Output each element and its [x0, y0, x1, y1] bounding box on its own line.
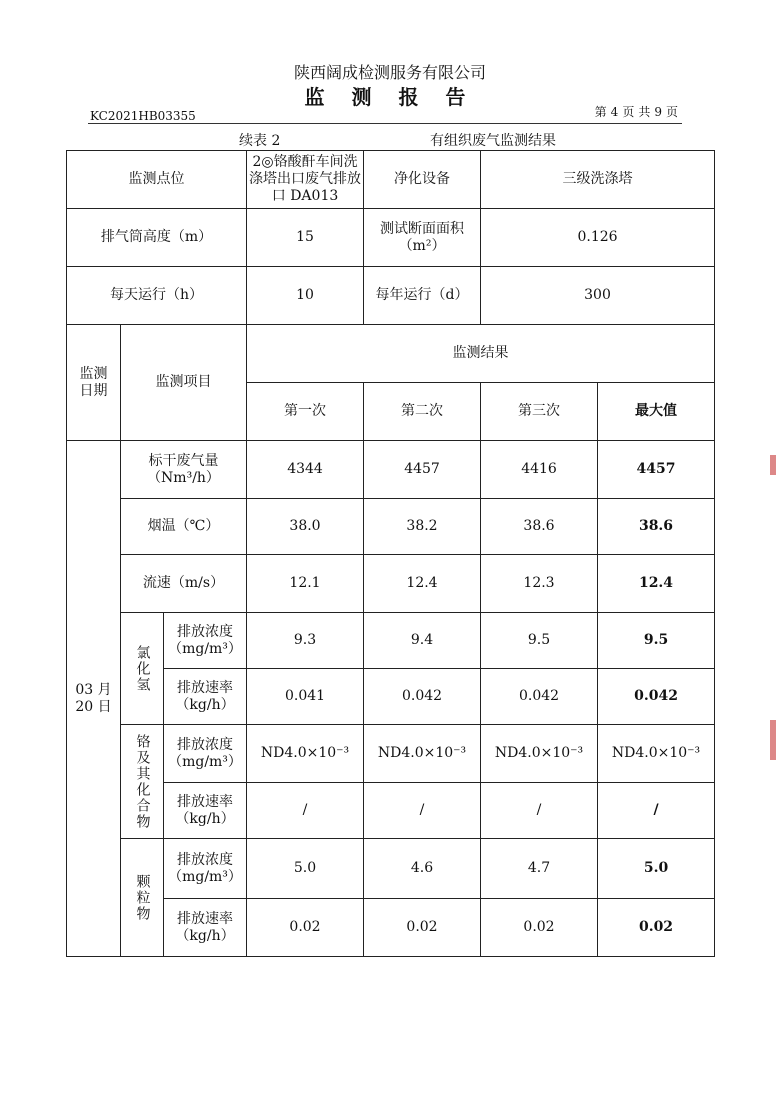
pm-rate-label: 排放速率（kg/h） [175, 910, 235, 944]
hcl-rate-label-cell [164, 669, 247, 725]
flow-label: 标干废气量（Nm³/h） [147, 452, 220, 486]
pm-group-label: 颗粒物 [134, 873, 151, 922]
temp-max: 38.6 [598, 499, 715, 555]
chrome-rate-max: / [598, 783, 715, 839]
table-continuation-label: 续表 2 [239, 133, 281, 149]
col-max: 最大值 [598, 383, 715, 441]
row-label [121, 441, 247, 499]
page-number [595, 103, 682, 120]
page-number-total: 9 [654, 105, 662, 119]
pm-group [121, 839, 164, 957]
hcl-rate-v3: 0.042 [481, 669, 598, 725]
page-number-part: 共 [638, 105, 651, 119]
hcl-conc-v1: 9.3 [247, 613, 364, 669]
flow-v1: 4344 [247, 441, 364, 499]
hcl-group [121, 613, 164, 725]
chrome-conc-max: ND4.0×10⁻³ [598, 725, 715, 783]
temp-v2: 38.2 [364, 499, 481, 555]
chrome-conc-v1: ND4.0×10⁻³ [247, 725, 364, 783]
pm-rate-v1: 0.02 [247, 899, 364, 957]
speed-label: 流速（m/s） [121, 555, 247, 613]
page-number-part: 页 [665, 105, 678, 119]
hcl-conc-label: 排放浓度（mg/m³） [168, 623, 242, 657]
yearly-run-label: 每年运行（d） [364, 267, 481, 325]
binding-edge-mark [770, 720, 776, 760]
binding-edge-mark [770, 455, 776, 475]
pm-conc-label-cell [164, 839, 247, 899]
stack-height-value: 15 [247, 209, 364, 267]
header-divider [88, 123, 682, 124]
daily-run-value: 10 [247, 267, 364, 325]
speed-max: 12.4 [598, 555, 715, 613]
hcl-conc-max: 9.5 [598, 613, 715, 669]
temp-v1: 38.0 [247, 499, 364, 555]
table-caption: 有组织废气监测结果 [430, 133, 556, 149]
chrome-rate-label: 排放速率（kg/h） [175, 793, 235, 827]
pm-rate-v2: 0.02 [364, 899, 481, 957]
hcl-rate-label: 排放速率（kg/h） [175, 679, 235, 713]
chrome-rate-v3: / [481, 783, 598, 839]
chrome-conc-v2: ND4.0×10⁻³ [364, 725, 481, 783]
daily-run-label: 每天运行（h） [67, 267, 247, 325]
hcl-group-label: 氯化氢 [134, 644, 151, 693]
report-title: 监 测 报 告 [304, 85, 476, 109]
result-header: 监测结果 [247, 325, 715, 383]
company-name: 陕西阔成检测服务有限公司 [293, 63, 486, 82]
col-second: 第二次 [364, 383, 481, 441]
point-label: 监测点位 [67, 151, 247, 209]
section-area-label: 测试断面面积（m²） [364, 209, 481, 267]
device-label: 净化设备 [364, 151, 481, 209]
chrome-rate-label-cell [164, 783, 247, 839]
hcl-conc-v2: 9.4 [364, 613, 481, 669]
pm-rate-v3: 0.02 [481, 899, 598, 957]
col-third: 第三次 [481, 383, 598, 441]
chrome-group [121, 725, 164, 839]
page-number-part: 第 [594, 105, 607, 119]
chrome-conc-label-cell [164, 725, 247, 783]
page-number-current: 4 [610, 105, 619, 119]
pm-conc-v2: 4.6 [364, 839, 481, 899]
hcl-conc-label-cell [164, 613, 247, 669]
hcl-rate-v2: 0.042 [364, 669, 481, 725]
yearly-run-value: 300 [481, 267, 715, 325]
pm-conc-max: 5.0 [598, 839, 715, 899]
pm-rate-label-cell [164, 899, 247, 957]
date-cell [67, 441, 121, 957]
speed-v3: 12.3 [481, 555, 598, 613]
flow-max: 4457 [598, 441, 715, 499]
chrome-group-label: 铬及其化合物 [134, 733, 151, 830]
chrome-conc-v3: ND4.0×10⁻³ [481, 725, 598, 783]
pm-rate-max: 0.02 [598, 899, 715, 957]
date-header-text: 监测日期 [79, 365, 108, 399]
pm-conc-v1: 5.0 [247, 839, 364, 899]
date-header [67, 325, 121, 441]
hcl-rate-max: 0.042 [598, 669, 715, 725]
chrome-conc-label: 排放浓度（mg/m³） [168, 736, 242, 770]
speed-v2: 12.4 [364, 555, 481, 613]
device-value: 三级洗涤塔 [481, 151, 715, 209]
date-text: 03 月 20 日 [75, 681, 112, 715]
hcl-rate-v1: 0.041 [247, 669, 364, 725]
item-header: 监测项目 [121, 325, 247, 441]
chrome-rate-v2: / [364, 783, 481, 839]
speed-v1: 12.1 [247, 555, 364, 613]
col-first: 第一次 [247, 383, 364, 441]
stack-height-label: 排气筒高度（m） [67, 209, 247, 267]
page-number-part: 页 [622, 105, 635, 119]
hcl-conc-v3: 9.5 [481, 613, 598, 669]
temp-v3: 38.6 [481, 499, 598, 555]
pm-conc-label: 排放浓度（mg/m³） [168, 851, 242, 885]
report-code: KC2021HB03355 [90, 109, 196, 123]
temp-label: 烟温（℃） [121, 499, 247, 555]
chrome-rate-v1: / [247, 783, 364, 839]
monitoring-results-table [66, 150, 715, 957]
section-area-value: 0.126 [481, 209, 715, 267]
flow-v2: 4457 [364, 441, 481, 499]
flow-v3: 4416 [481, 441, 598, 499]
point-value: 2◎铬酸酐车间洗涤塔出口废气排放口 DA013 [247, 151, 364, 209]
pm-conc-v3: 4.7 [481, 839, 598, 899]
